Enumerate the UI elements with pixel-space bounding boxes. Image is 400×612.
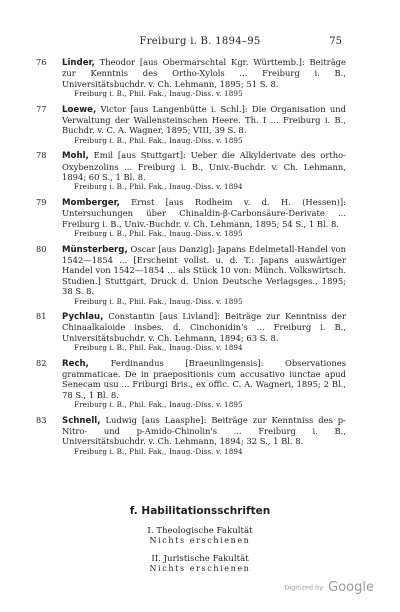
entry-note: Freiburg i. B., Phil. Fak., Inaug.-Diss. v. 1894 <box>74 343 243 353</box>
entry-text: Ludwig [aus Laasphe]: Beiträge zur Kenntniss des p-Nitro- und p-Amido-Chinolin's ... Freiburg i. B., Universitätsbuchdr. v. Ch. Lehmann, 1894; 32 S., 1 Bl. 8. <box>62 414 346 447</box>
entry-number: 82 <box>36 357 47 368</box>
entry-note: Freiburg i. B., Phil. Fak., Inaug.-Diss. v. 1895 <box>74 400 243 410</box>
list-item <box>36 150 346 192</box>
watermark-prefix: Digitized by <box>284 583 324 592</box>
entry-note: Freiburg i. B., Phil. Fak., Inaug.-Diss. v. 1895 <box>74 229 243 239</box>
author-name: Mohl, <box>62 151 89 162</box>
entry-number: 83 <box>36 414 47 425</box>
entry-note: Freiburg i. B., Phil. Fak., Inaug.-Diss. v. 1894 <box>74 182 243 192</box>
author-name: Münsterberg, <box>62 244 128 255</box>
author-name: Linder, <box>62 58 95 68</box>
running-title: Freiburg i. B. 1894–95 <box>139 36 261 47</box>
author-name: Loewe, <box>62 104 97 115</box>
entry-number: 80 <box>36 243 47 254</box>
entry-number: 76 <box>36 57 47 67</box>
list-item <box>36 196 346 239</box>
entry-text: Victor [aus Langenbütte i. Schl.]: Die Organisation und Verwaltung der Wallensteinschen Heere. Th. I ... Freiburg i. B., Buchdr. v. C. A. Wagner, 1895; VIII, 39 S. 8. <box>62 103 346 136</box>
page-number: 75 <box>329 36 342 47</box>
google-logo: Google <box>328 580 374 595</box>
faculty-status: Nichts erschienen <box>149 564 251 573</box>
author-name: Rech, <box>62 358 89 369</box>
author-name: Momberger, <box>62 197 120 208</box>
entry-text: Theodor [aus Obermarschtal Kgr. Württemb.]: Beiträge zur Kenntnis des Ortho-Xylols ... Freiburg i. B., Universitätsbuchdr. v. Ch. Lehmann, 1895; 51 S. 8. <box>62 57 346 89</box>
section-heading: f. Habilitationsschriften <box>129 505 271 517</box>
list-item <box>36 310 346 353</box>
dissertation-list <box>36 57 346 461</box>
list-item <box>36 357 346 410</box>
entry-number: 79 <box>36 196 47 207</box>
entry-number: 78 <box>36 150 47 161</box>
running-head <box>0 36 400 50</box>
faculty-heading: II. Juristische Fakultät <box>151 554 249 564</box>
habilitation-section <box>0 505 400 582</box>
entry-note: Freiburg i. B., Phil. Fak., Inaug.-Diss. v. 1895 <box>74 296 243 306</box>
faculty-status: Nichts erschienen <box>149 536 251 545</box>
entry-text: Ferdinandus [Braeunlingensis]: Observationes grammaticae. De in praepositionis cum accusativo iunctae apud Senecam usu ... Friburgi Bris., ex offic. C. A. Wagneri, 1895; 2 Bl., 78 S., 1 Bl. 8. <box>62 357 346 400</box>
list-item <box>36 243 346 306</box>
author-name: Schnell, <box>62 415 101 426</box>
entry-note: Freiburg i. B., Phil. Fak., Inaug.-Diss. v. 1895 <box>74 135 243 145</box>
entry-number: 77 <box>36 103 47 114</box>
author-name: Pychlau, <box>62 311 104 322</box>
entry-number: 81 <box>36 310 47 321</box>
digitization-watermark <box>284 577 374 596</box>
entry-text: Ernst [aus Rodheim v. d. H. (Hessen)]: Untersuchungen über Chinaldin-β-Carbonsäure-Derivate ... Freiburg i. B., Univ.-Buchdr. v. Ch. Lehmann, 1895; 54 S., 1 Bl. 8. <box>62 196 346 229</box>
entry-text: Oscar [aus Danzig]: Japans Edelmetall-Handel von 1542—1854 ... [Erscheint vollst. u. d. T.: Japans auswärtiger Handel von 1542—1854 ... als Stück 10 von: Münch. Volkswirtsch. Studien.] Stuttgart, Druck d. Union Deutsche Verlagsges., 1895; 38 S. 8. <box>62 243 346 297</box>
entry-note: Freiburg i. B., Phil. Fak., Inaug.-Diss. v. 1894 <box>74 446 243 456</box>
entry-text: Emil [aus Stuttgart]: Ueber die Alkylderivate des ortho-Oxybenzolins ... Freiburg i. B., Univ.-Buchdr. v. Ch. Lehmann, 1894; 60 S., 1 Bl. 8. <box>62 150 346 183</box>
list-item <box>36 57 346 99</box>
entry-text: Constantin [aus Livland]: Beiträge zur Kenntniss der Chinaalkaloide insbes. d. Cinchonidin's ... Freiburg i. B., Universitätsbuchdr. v. Ch. Lehmann, 1894; 63 S. 8. <box>62 310 346 343</box>
entry-note: Freiburg i. B., Phil. Fak., Inaug.-Diss. v. 1895 <box>74 89 243 99</box>
list-item <box>36 414 346 457</box>
list-item <box>36 103 346 146</box>
faculty-heading: I. Theologische Fakultät <box>147 526 253 536</box>
